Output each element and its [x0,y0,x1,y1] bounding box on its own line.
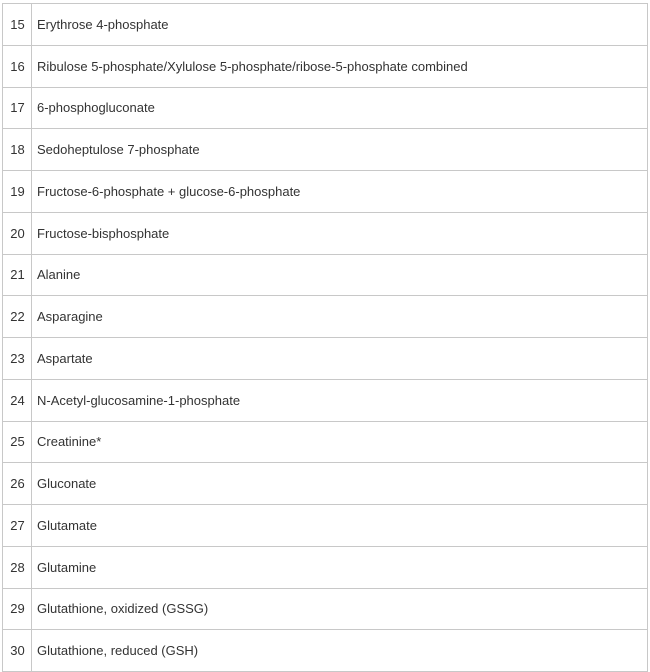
row-number: 20 [3,212,32,254]
table-row [3,379,648,421]
metabolite-name: Glutamine [32,546,648,588]
table-row [3,630,648,672]
row-number: 17 [3,87,32,129]
metabolite-name: 6-phosphogluconate [32,87,648,129]
table-row [3,212,648,254]
metabolite-table-body [3,4,648,672]
metabolite-table-container [2,3,648,672]
metabolite-name: Aspartate [32,338,648,380]
table-row [3,296,648,338]
metabolite-name: Glutathione, reduced (GSH) [32,630,648,672]
table-row [3,45,648,87]
table-row [3,338,648,380]
row-number: 16 [3,45,32,87]
row-number: 28 [3,546,32,588]
table-row [3,4,648,46]
row-number: 29 [3,588,32,630]
metabolite-name: Glutathione, oxidized (GSSG) [32,588,648,630]
row-number: 21 [3,254,32,296]
metabolite-name: Gluconate [32,463,648,505]
row-number: 26 [3,463,32,505]
table-row [3,87,648,129]
metabolite-name: Glutamate [32,505,648,547]
row-number: 18 [3,129,32,171]
metabolite-name: Fructose-6-phosphate + glucose-6-phosphate [32,171,648,213]
metabolite-name: Ribulose 5-phosphate/Xylulose 5-phosphate/ribose-5-phosphate combined [32,45,648,87]
metabolite-name: Erythrose 4-phosphate [32,4,648,46]
table-row [3,171,648,213]
row-number: 25 [3,421,32,463]
table-row [3,129,648,171]
metabolite-table [2,3,648,672]
table-row [3,546,648,588]
metabolite-name: Fructose-bisphosphate [32,212,648,254]
row-number: 15 [3,4,32,46]
table-row [3,254,648,296]
table-row [3,463,648,505]
metabolite-name: Creatinine* [32,421,648,463]
row-number: 23 [3,338,32,380]
metabolite-name: N-Acetyl-glucosamine-1-phosphate [32,379,648,421]
table-row [3,588,648,630]
metabolite-name: Sedoheptulose 7-phosphate [32,129,648,171]
metabolite-name: Alanine [32,254,648,296]
row-number: 27 [3,505,32,547]
row-number: 22 [3,296,32,338]
row-number: 19 [3,171,32,213]
row-number: 24 [3,379,32,421]
table-row [3,421,648,463]
table-row [3,505,648,547]
row-number: 30 [3,630,32,672]
metabolite-name: Asparagine [32,296,648,338]
